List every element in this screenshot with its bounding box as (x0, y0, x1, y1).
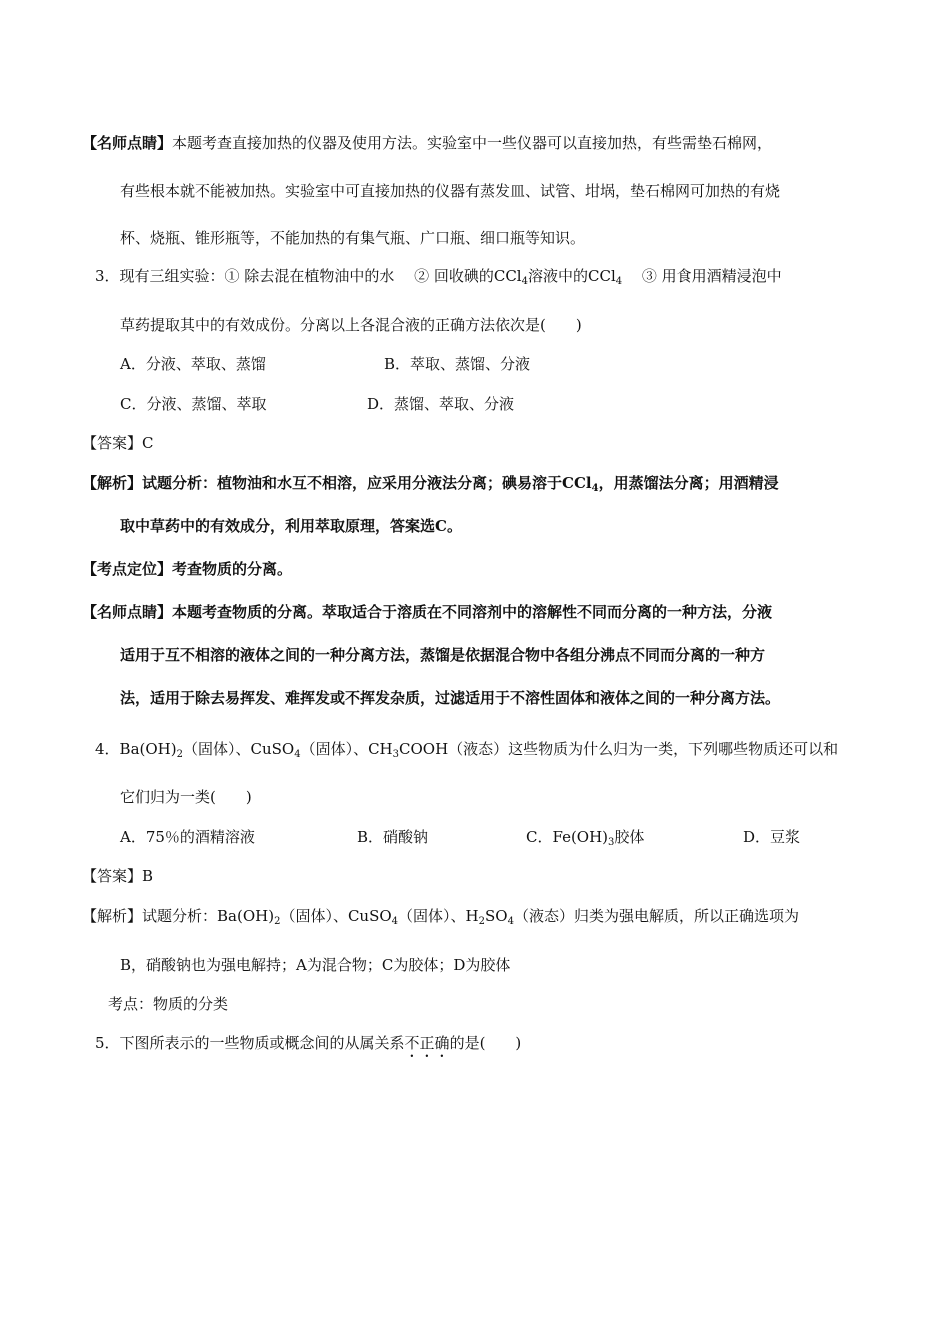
q3-analysis-text-1: 试题分析：植物油和水互不相溶，应采用分液法分离；碘易溶于CCl (142, 474, 592, 492)
q3-point (82, 559, 292, 579)
q3-option-a: A．分液、萃取、蒸馏 (120, 355, 266, 373)
q3-analysis-line1 (82, 473, 779, 493)
q3-tip-label: 【名师点睛】 (82, 603, 173, 621)
tip1-text-1: 本题考查直接加热的仪器及使用方法。实验室中一些仪器可以直接加热，有些需垫石棉网， (172, 134, 773, 152)
q3-stem-sub: 4 (521, 276, 528, 287)
q4-a5: （液态）归类为强电解质，所以正确选项为 (513, 907, 799, 925)
q4-a4: SO (485, 907, 508, 925)
q3-option-b: B．萃取、蒸馏、分液 (384, 355, 531, 373)
q3-tip-text-1: 本题考查物质的分离。萃取适合于溶质在不同溶剂中的溶解性不同而分离的一种方法，分液 (172, 603, 773, 621)
q4-s2-sub: 4 (294, 749, 301, 760)
q4-analysis-line1 (82, 906, 799, 926)
q4-s3: （固体）、CH (300, 740, 393, 758)
q4-stem-line1 (95, 739, 838, 759)
q4-s1: 4．Ba(OH) (95, 740, 177, 758)
q3-stem-sub2: 4 (615, 276, 623, 287)
q3-point-text: 考查物质的分离。 (172, 560, 293, 578)
tip1-line3: 杯、烧瓶、锥形瓶等，不能加热的有集气瓶、广口瓶、细口瓶等知识。 (120, 229, 586, 247)
q4-a2: （固体）、CuSO (280, 907, 392, 925)
q3-stem-c: ③ 用食用酒精浸泡中 (622, 267, 782, 285)
q3-analysis-text-1b: ，用蒸馏法分离；用酒精浸 (598, 474, 779, 492)
q3-option-c: C．分液、蒸馏、萃取 (120, 395, 267, 413)
q4-stem-line2: 它们归为一类( ) (120, 788, 252, 806)
tip1-line2: 有些根本就不能被加热。实验室中可直接加热的仪器有蒸发皿、试管、坩埚，垫石棉网可加热的有烧 (120, 182, 781, 200)
q4-option-c-sub: 3 (608, 837, 615, 848)
q5-stem (95, 1033, 521, 1061)
q3-stem-b: 溶液中的CCl (527, 267, 616, 285)
q4-point: 考点：物质的分类 (108, 995, 229, 1013)
q4-s1-sub: 2 (176, 749, 183, 760)
q4-option-a: A．75％的酒精溶液 (120, 828, 255, 846)
q3-tip-line1 (82, 602, 772, 622)
q5-stem-b: 的是( ) (449, 1034, 522, 1052)
q5-stem-emphasis: 不正确 (404, 1034, 450, 1052)
q4-s2: （固体）、CuSO (182, 740, 295, 758)
q3-point-label: 【考点定位】 (82, 560, 173, 578)
q4-s4: COOH（液态）这些物质为什么归为一类，下列哪些物质还可以和 (399, 740, 839, 758)
q3-tip-line2: 适用于互不相溶的液体之间的一种分离方法，蒸馏是依据混合物中各组分沸点不同而分离的一种方 (120, 646, 766, 664)
q3-analysis-line2: 取中草药中的有效成分，利用萃取原理，答案选C。 (120, 517, 462, 535)
q4-option-c-text2: 胶体 (614, 828, 645, 846)
q4-s3-sub: 3 (392, 749, 399, 760)
q4-a2-sub: 4 (391, 916, 399, 927)
q3-option-d: D．蒸馏、萃取、分液 (367, 395, 515, 413)
q3-analysis-sub: 4 (591, 483, 599, 494)
q3-stem-line2: 草药提取其中的有效成份。分离以上各混合液的正确方法依次是( ) (120, 316, 582, 334)
q3-stem-line1 (95, 266, 782, 286)
q4-analysis-line2: B，硝酸钠也为强电解持；A为混合物；C为胶体；D为胶体 (120, 956, 511, 974)
q3-answer: 【答案】C (82, 434, 154, 452)
q3-tip-line3: 法，适用于除去易挥发、难挥发或不挥发杂质，过滤适用于不溶性固体和液体之间的一种分离方法。 (120, 689, 781, 707)
q4-a3-sub: 2 (478, 916, 485, 927)
q3-analysis-label: 【解析】 (82, 474, 143, 492)
q3-stem-a: 3．现有三组实验：① 除去混在植物油中的水 ② 回收碘的CCl (95, 267, 522, 285)
q4-option-b: B．硝酸钠 (357, 828, 429, 846)
q4-a1-sub: 2 (274, 916, 281, 927)
q5-stem-a: 5．下图所表示的一些物质或概念间的从属关系 (95, 1034, 405, 1052)
q4-option-c-text: C．Fe(OH) (526, 828, 609, 846)
tip1-line1 (82, 133, 772, 153)
q4-a1: 【解析】试题分析：Ba(OH) (82, 907, 275, 925)
q4-option-d: D．豆浆 (743, 828, 801, 846)
q4-option-c (526, 827, 644, 847)
q4-answer: 【答案】B (82, 867, 154, 885)
tip1-label: 【名师点睛】 (82, 134, 173, 152)
q4-a4-sub: 4 (507, 916, 514, 927)
q4-a3: （固体）、H (398, 907, 479, 925)
